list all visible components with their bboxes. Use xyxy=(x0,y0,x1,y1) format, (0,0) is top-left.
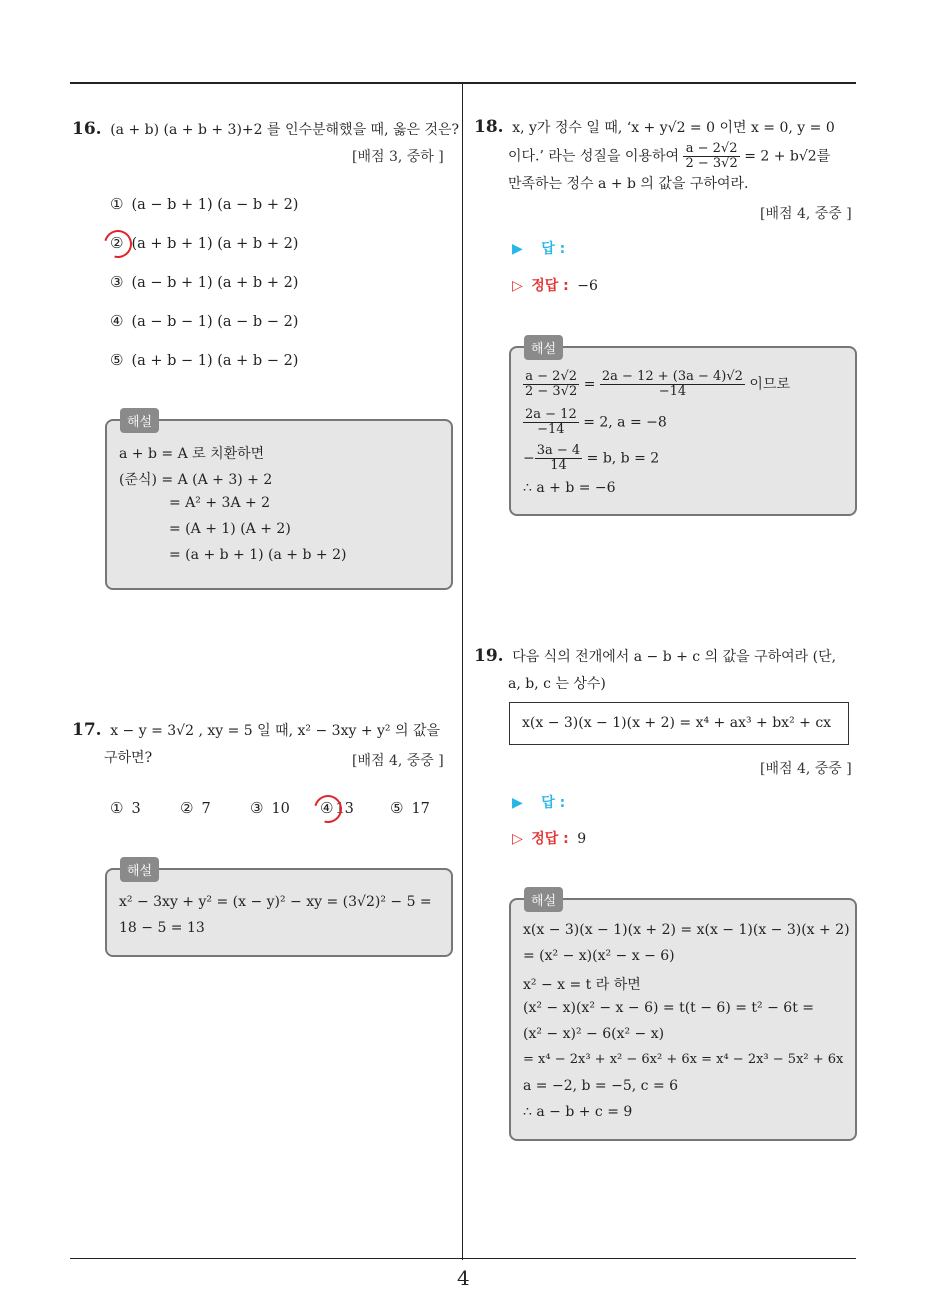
answer-label: 답 : xyxy=(541,241,566,257)
sol-line: (준식) = A (A + 3) + 2 xyxy=(119,472,273,488)
choice-mark: ③ xyxy=(250,799,264,817)
sol-line: = (x² − x)(x² − x − 6) xyxy=(523,948,675,964)
equation: x(x − 3)(x − 1)(x + 2) = x⁴ + ax³ + bx² + cx xyxy=(522,715,832,731)
q19-correct-row xyxy=(512,828,586,848)
sol-line: = (a + b + 1) (a + b + 2) xyxy=(169,547,347,563)
q18-score-meta: [배점 4, 중중 ] xyxy=(760,206,852,222)
q16-answer-mark xyxy=(99,225,137,263)
play-outline-icon: ▷ xyxy=(512,831,523,847)
sol-line: = (A + 1) (A + 2) xyxy=(169,521,291,537)
question-text: 이다.’ 라는 성질을 이용하여 xyxy=(508,148,680,165)
question-text: x, y가 정수 일 때, ‘x + y√2 = 0 이면 x = 0, y = 0 xyxy=(512,120,835,136)
play-icon: ▶ xyxy=(512,241,523,257)
correct-label: 정답 : xyxy=(531,831,569,847)
question-number: 19. xyxy=(474,646,504,666)
q16-choice-2[interactable] xyxy=(110,234,298,252)
bottom-rule xyxy=(70,1258,856,1259)
choice-mark: ⑤ xyxy=(110,351,124,369)
choice-text: 7 xyxy=(201,801,211,817)
q19-solution-box xyxy=(509,898,857,1141)
correct-value: 9 xyxy=(577,831,587,847)
play-outline-icon: ▷ xyxy=(512,278,523,294)
choice-mark: ④ xyxy=(110,312,124,330)
sol-line: (x² − x)(x² − x − 6) = t(t − 6) = t² − 6t = xyxy=(523,1000,815,1016)
sol-line: ∴ a − b + c = 9 xyxy=(523,1104,633,1120)
choice-mark: ⑤ xyxy=(390,799,404,817)
q17-choice-3[interactable] xyxy=(250,799,290,817)
page-number: 4 xyxy=(457,1266,470,1290)
question-text: 다음 식의 전개에서 a − b + c 의 값을 구하여라 (단, xyxy=(512,649,837,665)
play-icon: ▶ xyxy=(512,795,523,811)
q17-choice-2[interactable] xyxy=(180,799,211,817)
question-number: 18. xyxy=(474,117,504,137)
sol-line-1: $\frac{a - 2√2}{2 - 3√2}$ = $\frac{2a - 12 + (3a - 4)√2}{-14}$ 이므로 xyxy=(525,369,790,399)
choice-text: (a + b + 1) (a + b + 2) xyxy=(131,236,299,252)
column-divider xyxy=(462,84,463,1260)
choice-text: 3 xyxy=(131,801,141,817)
q18-correct-row xyxy=(512,275,598,295)
q19-answer-row[interactable] xyxy=(512,792,565,812)
sol-line: (x² − x)² − 6(x² − x) xyxy=(523,1026,665,1042)
choice-mark: ① xyxy=(110,195,124,213)
choice-mark: ② xyxy=(180,799,194,817)
choice-mark: ③ xyxy=(110,273,124,291)
q17-score-meta: [배점 4, 중중 ] xyxy=(352,753,444,769)
q16-choice-5[interactable] xyxy=(110,351,298,369)
sol-line-4: ∴ a + b = −6 xyxy=(523,480,616,496)
q16-choice-1[interactable] xyxy=(110,195,298,213)
fraction: $\frac{a - 2√2}{2 - 3√2}$ xyxy=(685,141,738,171)
sol-line: x² − 3xy + y² = (x − y)² − xy = (3√2)² − 5 = xyxy=(119,894,432,910)
correct-label: 정답 : xyxy=(531,278,569,294)
question-text: = 2 + b√2를 xyxy=(744,148,831,165)
choice-text: 13 xyxy=(335,801,354,817)
question-18 xyxy=(474,114,859,198)
choice-text: 10 xyxy=(271,801,290,817)
question-number: 17. xyxy=(72,720,102,740)
q18-answer-row[interactable] xyxy=(512,238,565,258)
sol-line: = x⁴ − 2x³ + x² − 6x² + 6x = x⁴ − 2x³ − 5x² + 6x xyxy=(523,1052,844,1067)
choice-text: (a − b − 1) (a − b − 2) xyxy=(131,314,299,330)
sol-line: 18 − 5 = 13 xyxy=(119,920,205,936)
q16-solution-tag: 해설 xyxy=(120,408,159,433)
q17-choice-5[interactable] xyxy=(390,799,430,817)
correct-value: −6 xyxy=(577,278,598,294)
q19-score-meta: [배점 4, 중중 ] xyxy=(760,761,852,777)
question-text: (a + b) (a + b + 3)+2 를 인수분해했을 때, 옳은 것은? xyxy=(110,122,460,138)
choice-text: (a − b + 1) (a − b + 2) xyxy=(131,197,299,213)
q19-solution-tag: 해설 xyxy=(524,887,563,912)
q17-solution-tag: 해설 xyxy=(120,857,159,882)
q16-solution-box xyxy=(105,419,453,590)
q16-choice-4[interactable] xyxy=(110,312,298,330)
choice-mark: ② xyxy=(110,234,124,252)
q17-answer-mark xyxy=(309,790,347,828)
answer-label: 답 : xyxy=(541,795,566,811)
q17-choice-1[interactable] xyxy=(110,799,141,817)
choice-text: 17 xyxy=(411,801,430,817)
choice-text: (a + b − 1) (a + b − 2) xyxy=(131,353,299,369)
q18-solution-tag: 해설 xyxy=(524,335,563,360)
question-text-line3: 만족하는 정수 a + b 의 값을 구하여라. xyxy=(508,176,749,192)
sol-line: = A² + 3A + 2 xyxy=(169,495,271,511)
sol-line: x² − x = t 라 하면 xyxy=(523,977,641,993)
q19-equation-box xyxy=(509,702,849,745)
choice-mark: ④ xyxy=(320,799,334,817)
choice-text: (a − b + 1) (a + b + 2) xyxy=(131,275,299,291)
question-text: x − y = 3√2 , xy = 5 일 때, x² − 3xy + y² 의 값을 xyxy=(110,723,441,739)
choice-mark: ① xyxy=(110,799,124,817)
sol-line-2: $\frac{2a - 12}{-14}$ = 2, a = −8 xyxy=(525,407,667,437)
sol-line: a = −2, b = −5, c = 6 xyxy=(523,1078,679,1094)
q16-choice-3[interactable] xyxy=(110,273,298,291)
sol-line: x(x − 3)(x − 1)(x + 2) = x(x − 1)(x − 3)(x + 2) xyxy=(523,922,850,938)
sol-line: a + b = A 로 치환하면 xyxy=(119,446,265,462)
q18-solution-box xyxy=(509,346,857,516)
question-text-line2: a, b, c 는 상수) xyxy=(508,676,606,692)
question-number: 16. xyxy=(72,119,102,139)
question-text-line2: 구하면? xyxy=(104,750,153,766)
question-16 xyxy=(72,116,460,144)
q16-score-meta: [배점 3, 중하 ] xyxy=(352,149,444,165)
question-19 xyxy=(474,643,859,698)
sol-line-3: − $\frac{3a - 4}{14}$ = b, b = 2 xyxy=(523,443,660,473)
top-rule xyxy=(70,82,856,84)
